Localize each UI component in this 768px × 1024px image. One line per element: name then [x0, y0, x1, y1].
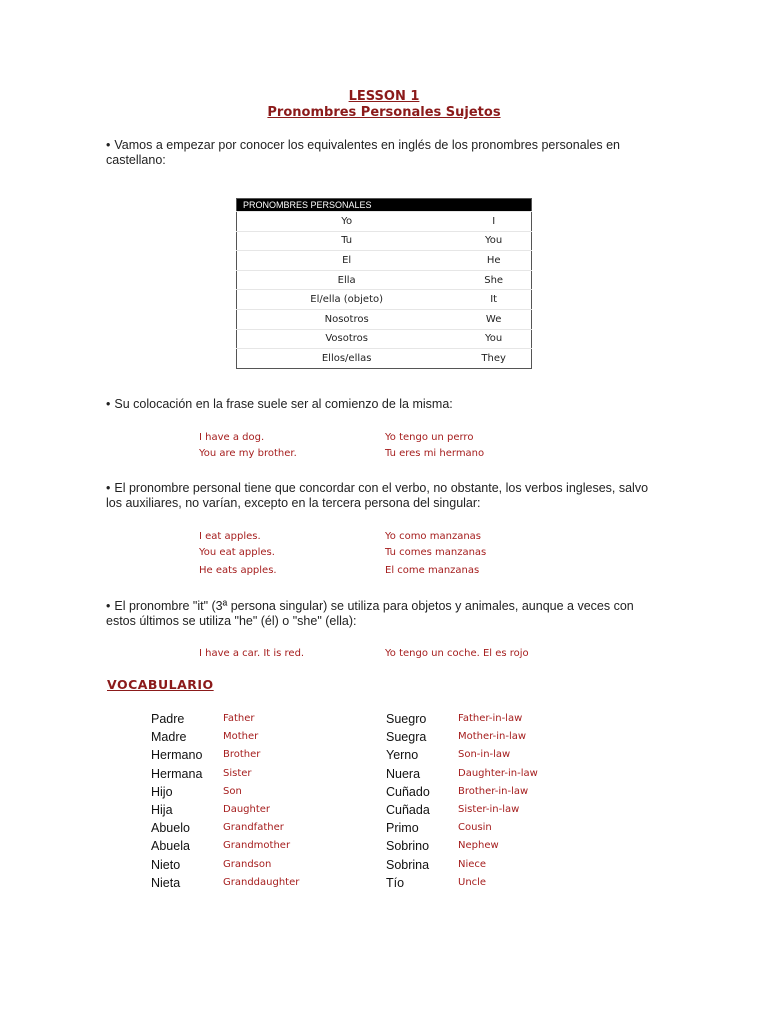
bullet: •	[106, 599, 111, 613]
table-cell-en: They	[456, 349, 531, 369]
vocab-word-en: Daughter	[223, 803, 271, 815]
example-en: I have a car. It is red.	[199, 648, 305, 659]
vocab-word-es: Hermano	[151, 748, 203, 763]
table-row	[237, 329, 532, 349]
table-cell-en: She	[456, 270, 531, 290]
vocab-right-en-column	[458, 710, 538, 892]
table-header: PRONOMBRES PERSONALES	[237, 199, 532, 212]
table-cell-es: Ellos/ellas	[237, 349, 457, 369]
bullet: •	[106, 481, 111, 495]
vocab-word-es: Sobrina	[386, 857, 430, 872]
title-block	[0, 89, 768, 121]
vocab-word-en: Brother	[223, 749, 261, 761]
table-cell-es: El/ella (objeto)	[237, 290, 457, 310]
vocab-word-es: Tío	[386, 875, 405, 890]
vocab-word-en: Brother-in-law	[458, 785, 529, 797]
table-cell-en: You	[456, 231, 531, 251]
vocab-word-en: Sister-in-law	[458, 803, 520, 815]
example-en: I eat apples.	[199, 531, 261, 542]
vocab-word-es: Nieta	[151, 875, 181, 890]
table-cell-es: Vosotros	[237, 329, 457, 349]
vocab-left-en-column	[223, 710, 299, 892]
vocab-word-es: Abuela	[151, 839, 190, 854]
example-es: El come manzanas	[385, 565, 480, 576]
table-row	[237, 251, 532, 271]
agreement-paragraph	[106, 481, 666, 511]
vocab-word-en: Cousin	[458, 822, 492, 834]
vocab-word-en: Father	[223, 713, 255, 724]
it-usage-text: El pronombre "it" (3ª persona singular) se utiliza para objetos y animales, aunque a veces con estos últimos se utiliza "he" (él) o "she" (ella):	[106, 599, 634, 628]
vocab-word-es: Padre	[151, 712, 185, 726]
agreement-text: El pronombre personal tiene que concordar con el verbo, no obstante, los verbos ingleses, salvo los auxiliares, no varían, excepto en la tercera persona del singular:	[106, 481, 649, 510]
placement-text: Su colocación en la frase suele ser al comienzo de la misma:	[114, 397, 453, 411]
vocab-word-es: Madre	[151, 730, 187, 745]
vocab-word-en: Grandson	[223, 858, 272, 870]
vocab-word-en: Grandfather	[223, 822, 284, 834]
pronouns-table	[236, 198, 532, 369]
vocab-word-en: Son	[223, 785, 242, 797]
vocab-right-es-column	[386, 710, 430, 892]
table-cell-en: We	[456, 309, 531, 329]
placement-paragraph	[106, 397, 666, 412]
vocab-word-es: Hermana	[151, 766, 203, 781]
table-cell-en: I	[456, 212, 531, 232]
lesson-subtitle: Pronombres Personales Sujetos	[267, 105, 501, 120]
vocab-word-es: Abuelo	[151, 821, 190, 836]
table-row	[237, 290, 532, 310]
vocab-word-en: Father-in-law	[458, 713, 523, 724]
vocab-word-en: Mother	[223, 731, 259, 743]
table-cell-en: You	[456, 329, 531, 349]
vocab-word-es: Nieto	[151, 857, 181, 872]
vocab-word-en: Granddaughter	[223, 876, 300, 888]
table-cell-es: El	[237, 251, 457, 271]
vocab-word-es: Suegro	[386, 712, 427, 726]
lesson-title: LESSON 1	[348, 89, 420, 104]
table-row	[237, 349, 532, 369]
table-cell-es: Yo	[237, 212, 457, 232]
table-cell-es: Ella	[237, 270, 457, 290]
table-row	[237, 231, 532, 251]
vocab-word-en: Nephew	[458, 840, 499, 852]
vocab-left-es-column	[151, 710, 202, 892]
vocab-word-en: Sister	[223, 767, 252, 779]
table-header-row	[237, 199, 532, 212]
vocab-word-en: Grandmother	[223, 840, 291, 852]
table-row	[237, 270, 532, 290]
intro-paragraph	[106, 138, 666, 168]
vocab-word-es: Nuera	[386, 766, 421, 781]
vocab-word-es: Cuñado	[386, 784, 430, 799]
vocab-word-en: Daughter-in-law	[458, 767, 538, 779]
vocab-word-en: Uncle	[458, 876, 487, 888]
example-en: You are my brother.	[199, 448, 297, 459]
vocab-word-es: Primo	[386, 821, 419, 836]
table-cell-en: It	[456, 290, 531, 310]
example-es: Yo tengo un perro	[385, 432, 474, 443]
vocab-word-es: Cuñada	[386, 802, 430, 817]
bullet: •	[106, 397, 111, 411]
vocabulary-heading: VOCABULARIO	[107, 677, 214, 692]
intro-text: Vamos a empezar por conocer los equivalentes en inglés de los pronombres personales en castellano:	[106, 138, 621, 167]
vocab-word-en: Niece	[458, 858, 487, 870]
table-row	[237, 212, 532, 232]
vocab-word-es: Sobrino	[386, 839, 430, 854]
table-row	[237, 309, 532, 329]
example-es: Tu eres mi hermano	[385, 448, 485, 459]
table-cell-es: Nosotros	[237, 309, 457, 329]
vocab-word-es: Hija	[151, 802, 173, 817]
it-usage-paragraph	[106, 599, 666, 629]
example-en: You eat apples.	[199, 547, 275, 558]
vocab-word-es: Yerno	[386, 748, 419, 763]
example-es: Tu comes manzanas	[385, 547, 487, 558]
example-es: Yo tengo un coche. El es rojo	[385, 648, 529, 659]
vocab-word-es: Hijo	[151, 784, 173, 799]
table-cell-es: Tu	[237, 231, 457, 251]
example-en: He eats apples.	[199, 565, 277, 576]
example-es: Yo como manzanas	[385, 531, 481, 542]
vocab-word-es: Suegra	[386, 730, 427, 745]
example-en: I have a dog.	[199, 432, 265, 443]
bullet: •	[106, 138, 111, 152]
vocab-word-en: Mother-in-law	[458, 731, 527, 743]
table-cell-en: He	[456, 251, 531, 271]
vocab-word-en: Son-in-law	[458, 749, 511, 761]
